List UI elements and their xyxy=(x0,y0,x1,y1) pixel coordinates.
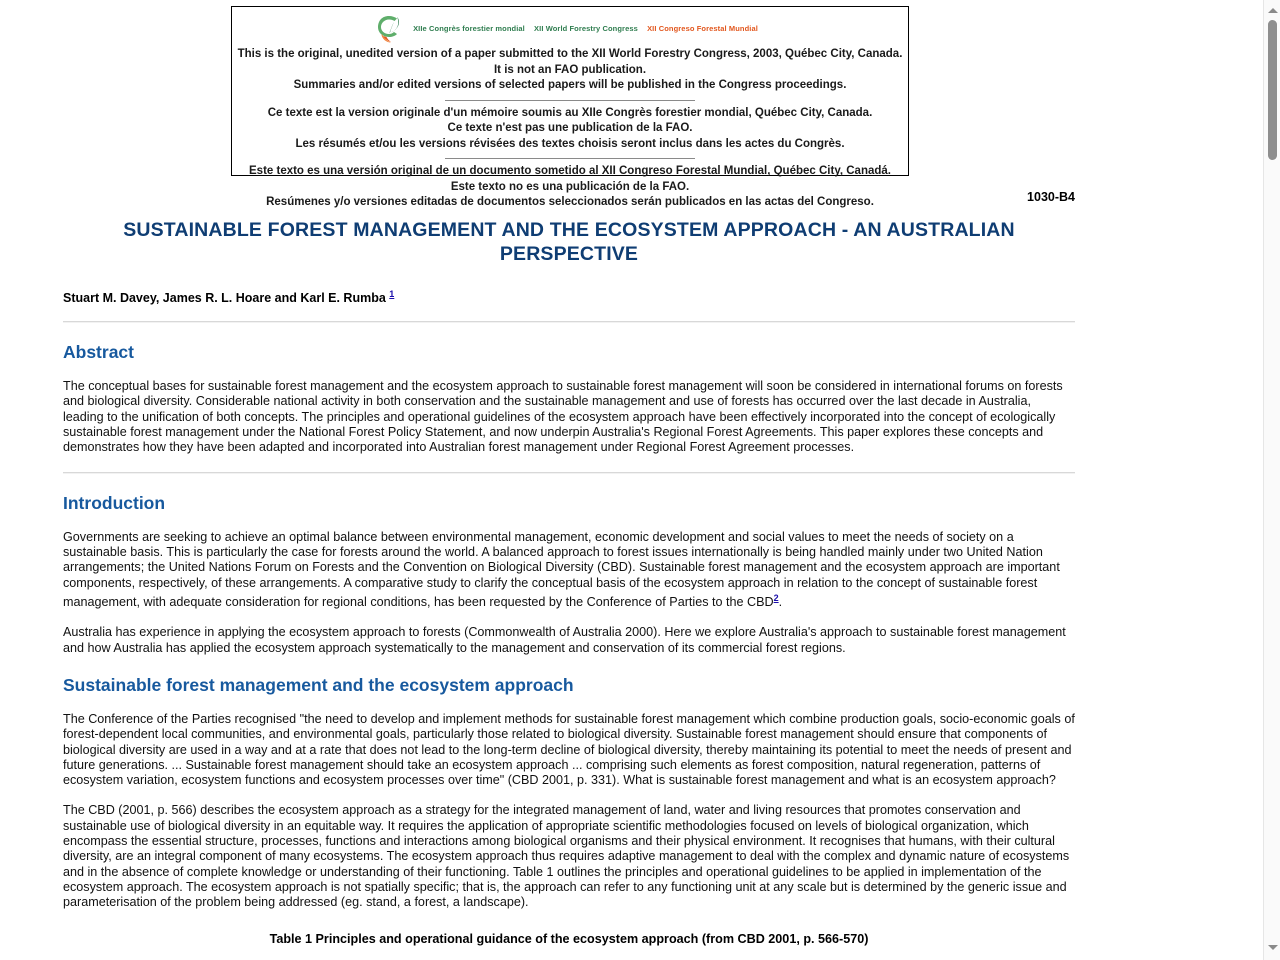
banner-en-line-2: It is not an FAO publication. xyxy=(493,63,647,76)
banner-fr-line-3: Les résumés et/ou les versions révisées des textes choisis seront inclus dans les actes du Congrès. xyxy=(295,137,845,150)
banner-en-line-3: Summaries and/or edited versions of selected papers will be published in the Congress proceedings. xyxy=(293,79,847,91)
banner-divider-1 xyxy=(445,100,695,101)
congress-name-fr: XIIe Congrès forestier mondial xyxy=(413,23,525,33)
introduction-paragraph-1-text: Governments are seeking to achieve an optimal balance between environmental management, economic development and social values to meet the needs of society on a sustainable basis. This is particularly the case for forests around the world. A balanced approach to forest issues internationally is being handled mainly under two United Nation arrangements; the United Nations Forum on Forests and the Convention on Biological Diversity (CBD). Sustainable forest management and the ecosystem approach are important components, respectively, of these arrangements. A comparative study to clarify the conceptual basis of the ecosystem approach in relation to the concept of sustainable forest management, with adequate consideration for regional conditions, has been requested by the Conference of Parties to the CBD xyxy=(63,529,1060,610)
section-heading-sfm: Sustainable forest management and the ecosystem approach xyxy=(63,674,574,695)
author-list xyxy=(63,289,1075,305)
introduction-paragraph-2: Australia has experience in applying the ecosystem approach to forests (Commonwealth of Australia 2000). Here we explore Australia's approach to sustainable forest management and how Australia has applied the ecosystem approach systematically to the management and conservation of its commercial forest regions. xyxy=(63,625,1066,655)
vertical-scrollbar[interactable] xyxy=(1263,0,1280,960)
scroll-down-button[interactable] xyxy=(1264,939,1280,956)
congress-name-es: XII Congreso Forestal Mundial xyxy=(647,23,758,33)
divider-above-abstract xyxy=(63,321,1075,323)
reference-link-2[interactable]: 2 xyxy=(773,592,779,603)
table-1-caption: Table 1 Principles and operational guidance of the ecosystem approach (from CBD 2001, p. 566-570) xyxy=(269,932,869,947)
author-names: Stuart M. Davey, James R. L. Hoare and Karl E. Rumba xyxy=(63,291,386,306)
triangle-up-icon xyxy=(1268,8,1278,13)
triangle-down-icon xyxy=(1268,945,1278,950)
document-body xyxy=(63,218,1075,946)
congress-name-en: XII World Forestry Congress xyxy=(534,23,638,33)
banner-divider-2 xyxy=(445,158,695,159)
introduction-paragraph-1 xyxy=(63,530,1075,611)
leaf-globe-logo-icon xyxy=(375,12,405,44)
page-title: SUSTAINABLE FOREST MANAGEMENT AND THE ECOSYSTEM APPROACH - AN AUSTRALIAN PERSPECTIVE xyxy=(123,219,1015,265)
congress-names xyxy=(413,24,765,33)
section-heading-abstract: Abstract xyxy=(63,342,134,363)
banner-fr-line-1: Ce texte est la version originale d'un mémoire soumis au XIIe Congrès forestier mondial, Québec City, Canada. xyxy=(267,106,873,119)
introduction-paragraph-1-tail: . xyxy=(778,595,783,610)
banner-en-line-1: This is the original, unedited version of a paper submitted to the XII World Forestry Congress, 2003, Québec City, Canada. xyxy=(237,48,903,60)
congress-disclaimer-banner xyxy=(231,6,909,208)
section-heading-introduction: Introduction xyxy=(63,492,166,513)
banner-es-line-3: Resúmenes y/o versiones editadas de documentos seleccionados serán publicados en las actas del Congreso. xyxy=(266,196,874,208)
banner-es-line-2: Este texto no es una publicación de la FAO. xyxy=(450,180,690,193)
sfm-paragraph-2: The CBD (2001, p. 566) describes the ecosystem approach as a strategy for the integrated management of land, water and living resources that promotes conservation and sustainable use of biological diversity in an equitable way. It requires the application of appropriate scientific methodologies focused on levels of biological organization, which encompass the essential structure, processes, functions and interactions among biological organisms and their physical environment. It recognises that humans, with their cultural diversity, are an integral component of many ecosystems. The ecosystem approach thus requires adaptive management to deal with the complex and dynamic nature of ecosystems and in the absence of complete knowledge or understanding of their functioning. Table 1 outlines the principles and operational guidelines to be applied in implementation of the ecosystem approach. The ecosystem approach is not spatially specific; that is, the approach can refer to any functioning unit at any scale but is determined by the generic issue and parameterisation of the problem being addressed (eg. stand, a forest, a landscape). xyxy=(63,803,1070,910)
scrollbar-thumb[interactable] xyxy=(1268,20,1277,160)
author-footnote-link[interactable]: 1 xyxy=(389,289,395,299)
divider-above-introduction xyxy=(63,472,1075,474)
banner-es-line-1: Este texto es una versión original de un documento sometido al XII Congreso Forestal Mundial, Québec City, Canadá. xyxy=(249,165,891,177)
banner-logo-row xyxy=(232,7,908,47)
document-number: 1030-B4 xyxy=(1027,190,1075,204)
scroll-up-button[interactable] xyxy=(1264,2,1280,19)
banner-fr-line-2: Ce texte n'est pas une publication de la FAO. xyxy=(447,122,693,134)
sfm-paragraph-1: The Conference of the Parties recognised "the need to develop and implement methods for sustainable forest management which combine production goals, socio-economic goals of forest-dependent local communities, and environmental goals, particularly those related to biological diversity. Sustainable forest management should ensure that components of biological diversity are used in a way and at a rate that does not lead to the long-term decline of biological diversity, thereby maintaining its potential to meet the needs of present and future generations. ... Sustainable forest management should take an ecosystem approach ... comprising such elements as forest composition, natural regeneration, patterns of ecosystem variation, ecosystem functions and ecosystem processes over time" (CBD 2001, p. 331). What is sustainable forest management and what is an ecosystem approach? xyxy=(63,711,1075,788)
abstract-paragraph: The conceptual bases for sustainable forest management and the ecosystem approach to sustainable forest management will soon be considered in international forums on forests and biological diversity. Considerable national activity in both conservation and the sustainable management and use of forests has occurred over the last decade in Australia, leading to the unification of both concepts. The principles and operational guidelines of the ecosystem approach have been effectively incorporated into the concept of ecologically sustainable forest management under the National Forest Policy Statement, and now underpin Australia's Regional Forest Agreements. This paper explores these concepts and demonstrates how they have been adapted and incorporated into Australian forest management under Regional Forest Agreement processes. xyxy=(63,379,1063,455)
